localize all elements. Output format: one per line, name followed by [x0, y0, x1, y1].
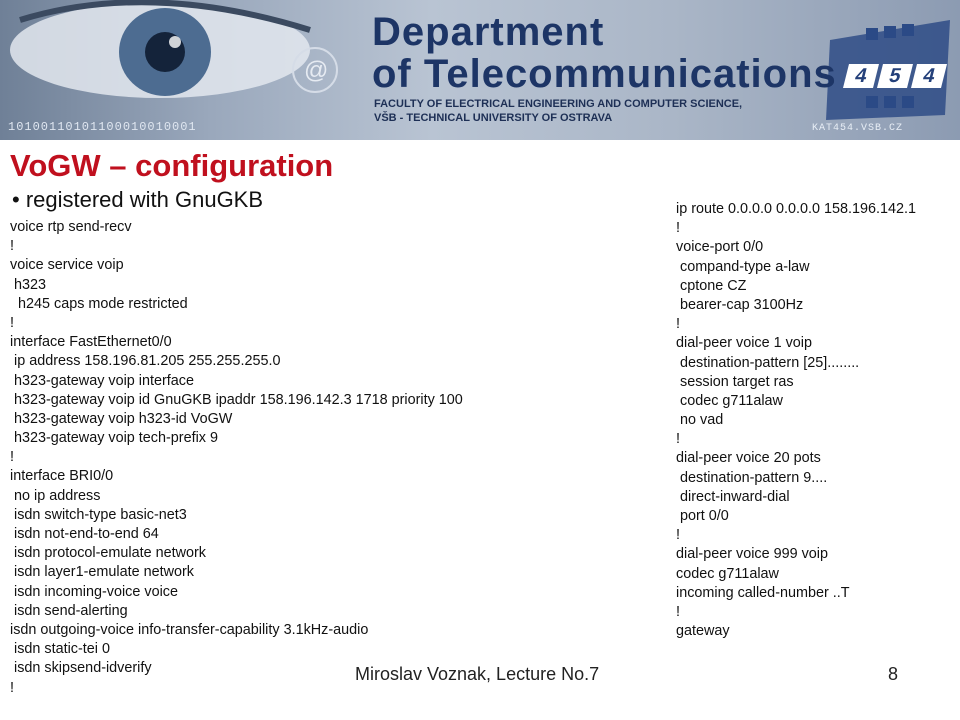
department-title-line1: Department [372, 10, 605, 54]
config-line: ! [676, 603, 680, 620]
config-line: ! [10, 238, 14, 255]
config-line: isdn switch-type basic-net3 [10, 506, 187, 523]
config-line: h323-gateway voip interface [10, 372, 194, 389]
department-title-line2: of Telecommunications [372, 52, 837, 96]
website-text: KAT454.VSB.CZ [812, 123, 904, 134]
config-line: ! [676, 220, 680, 237]
slide-title: VoGW – configuration [10, 148, 334, 183]
config-line: voice rtp send-recv [10, 219, 132, 235]
config-line: incoming called-number ..T [676, 584, 850, 601]
config-line: isdn outgoing-voice info-transfer-capability 3.1kHz-audio [10, 621, 369, 638]
config-line: h323 [10, 276, 47, 293]
config-line: isdn send-alerting [10, 602, 128, 619]
config-line: h323-gateway voip tech-prefix 9 [10, 430, 218, 447]
config-line: isdn protocol-emulate network [10, 545, 206, 562]
at-icon: @ [304, 57, 329, 84]
faculty-line1: FACULTY OF ELECTRICAL ENGINEERING AND COMPUTER SCIENCE, [374, 98, 743, 110]
config-line: ! [10, 679, 14, 696]
config-line: isdn static-tei 0 [10, 641, 110, 658]
config-line: ! [676, 316, 680, 333]
config-line: gateway [676, 623, 730, 640]
config-line: ! [676, 431, 680, 448]
config-line: ! [10, 449, 14, 466]
config-line: no vad [676, 412, 724, 429]
config-line: h323-gateway voip id GnuGKB ipaddr 158.196.142.3 1718 priority 100 [10, 391, 463, 408]
config-line: ip route 0.0.0.0 0.0.0.0 158.196.142.1 [676, 201, 917, 217]
config-line: cptone CZ [676, 277, 747, 294]
config-line: isdn incoming-voice voice [10, 583, 178, 600]
logo-digit-2: 5 [877, 64, 913, 88]
config-line: compand-type a-law [676, 258, 810, 275]
config-line: voice-port 0/0 [676, 239, 764, 256]
config-line: destination-pattern [25]........ [676, 354, 860, 371]
config-line: direct-inward-dial [676, 488, 790, 505]
config-line: codec g711alaw [676, 565, 779, 582]
logo-digit-3: 4 [911, 64, 947, 88]
bullet-point: • registered with GnuGKB [12, 187, 264, 212]
config-line: ! [10, 314, 14, 331]
config-line: isdn skipsend-idverify [10, 660, 152, 677]
config-line: interface FastEthernet0/0 [10, 334, 172, 351]
config-line: dial-peer voice 1 voip [676, 335, 812, 352]
config-line: interface BRI0/0 [10, 468, 114, 485]
config-line: dial-peer voice 20 pots [676, 450, 821, 467]
header-banner [0, 0, 960, 140]
binary-decoration: 10100110101100010010001 [8, 120, 197, 134]
eye-highlight [169, 36, 181, 48]
page-number: 8 [888, 664, 899, 684]
config-line: destination-pattern 9.... [676, 469, 828, 486]
faculty-line2: VŠB - TECHNICAL UNIVERSITY OF OSTRAVA [374, 112, 613, 124]
config-line: no ip address [10, 487, 101, 504]
footer-author: Miroslav Voznak, Lecture No.7 [355, 664, 600, 684]
config-line: dial-peer voice 999 voip [676, 546, 828, 563]
config-line: port 0/0 [676, 508, 729, 524]
config-line: voice service voip [10, 257, 124, 274]
config-line: codec g711alaw [676, 392, 783, 409]
config-line: session target ras [676, 373, 794, 390]
config-line: ip address 158.196.81.205 255.255.255.0 [10, 353, 281, 370]
config-line: ! [676, 527, 680, 544]
config-line: h245 caps mode restricted [10, 295, 188, 312]
logo-digit-1: 4 [843, 64, 879, 88]
config-line: bearer-cap 3100Hz [676, 296, 804, 313]
config-line: isdn layer1-emulate network [10, 564, 194, 581]
right-config-block [676, 200, 916, 641]
config-line: h323-gateway voip h323-id VoGW [10, 410, 233, 427]
config-line: isdn not-end-to-end 64 [10, 526, 159, 542]
left-config-block [10, 218, 463, 698]
